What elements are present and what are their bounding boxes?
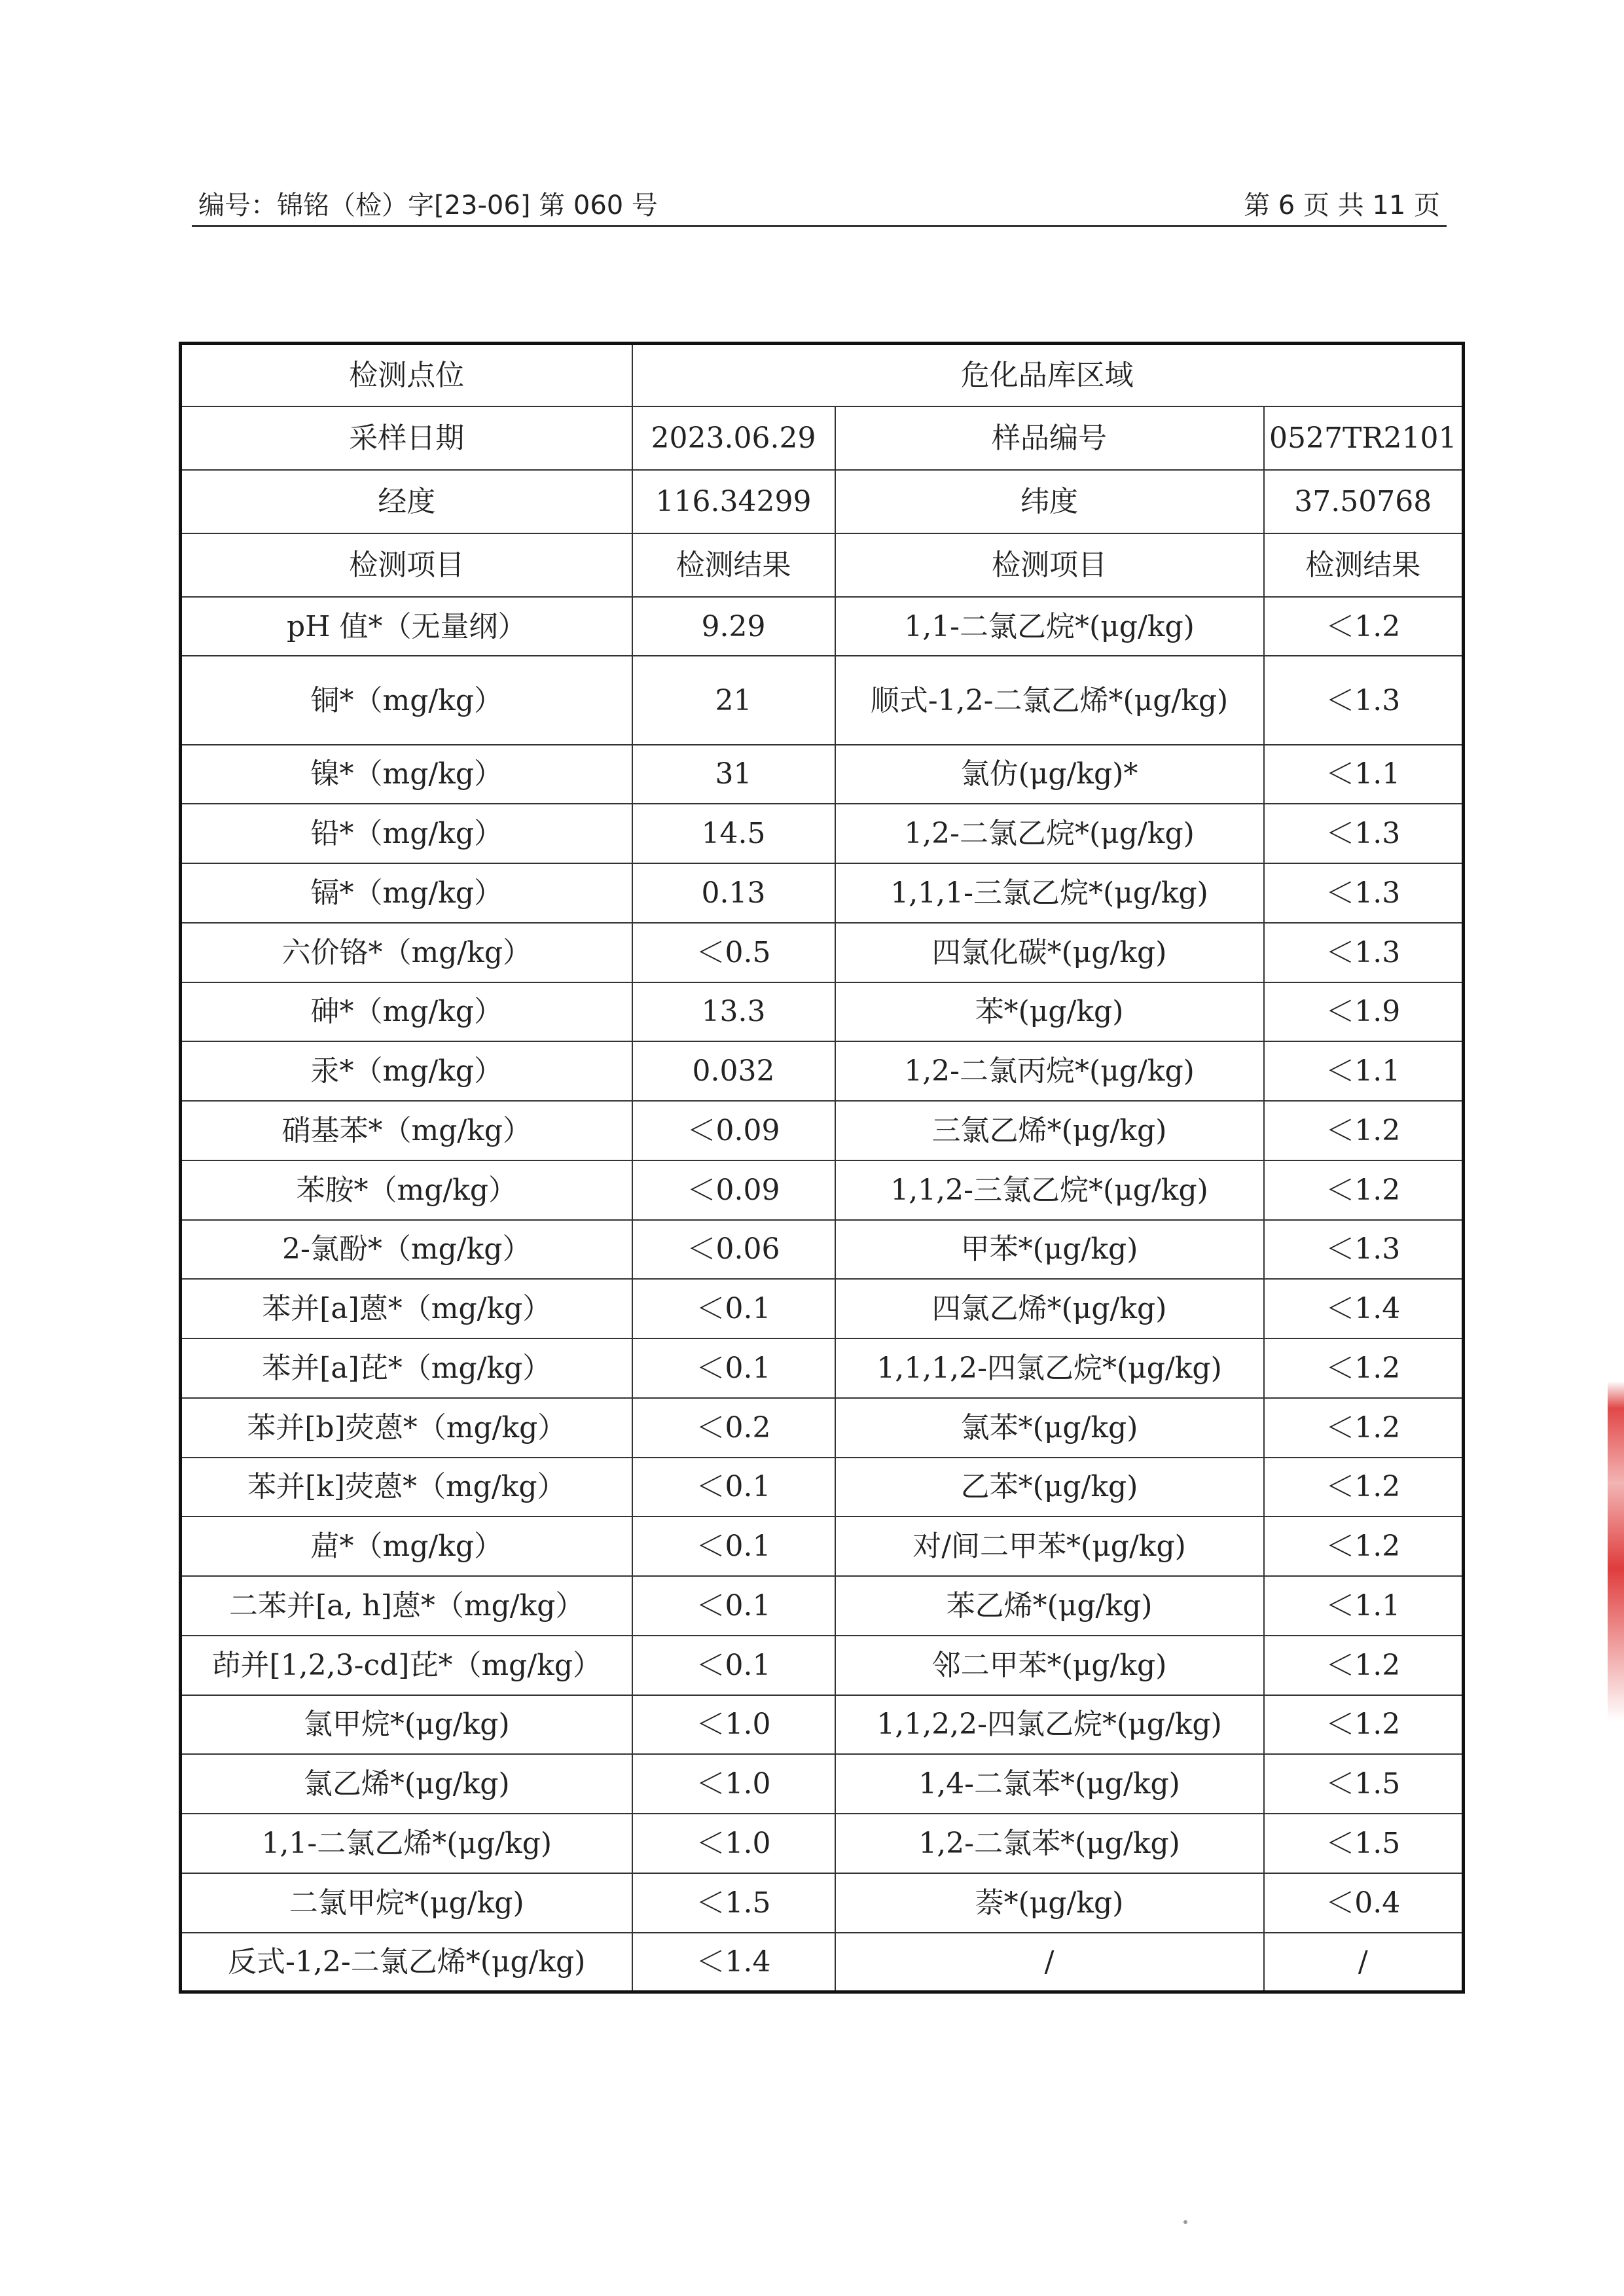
table-row — [181, 656, 1464, 744]
table-row — [181, 923, 1464, 982]
test-item-cell: 反式-1,2-二氯乙烯*(μg/kg) — [181, 1933, 632, 1992]
test-result-cell: ＜1.0 — [632, 1754, 835, 1814]
test-result-cell: ＜0.1 — [632, 1458, 835, 1517]
sample-row — [181, 406, 1464, 470]
test-result-cell: ＜1.3 — [1264, 863, 1464, 923]
test-item-cell: 萘*(μg/kg) — [835, 1873, 1264, 1933]
test-result-cell: ＜1.1 — [1264, 745, 1464, 804]
test-result-cell: ＜0.1 — [632, 1338, 835, 1398]
test-item-cell: 苯并[k]荧蒽*（mg/kg） — [181, 1458, 632, 1517]
test-item-cell: 氯甲烷*(μg/kg) — [181, 1695, 632, 1755]
test-result-cell: 0.032 — [632, 1041, 835, 1101]
header-rule — [192, 225, 1447, 227]
test-item-cell: 1,4-二氯苯*(μg/kg) — [835, 1754, 1264, 1814]
test-item-cell: 四氯化碳*(μg/kg) — [835, 923, 1264, 982]
test-result-cell: ＜1.2 — [1264, 1516, 1464, 1576]
table-row — [181, 1279, 1464, 1338]
test-item-cell: 1,1,2,2-四氯乙烷*(μg/kg) — [835, 1695, 1264, 1755]
test-item-cell: pH 值*（无量纲） — [181, 597, 632, 656]
column-header-item-b: 检测项目 — [835, 533, 1264, 597]
test-result-cell: ＜1.4 — [632, 1933, 835, 1992]
test-item-cell: 2-氯酚*（mg/kg） — [181, 1220, 632, 1280]
test-result-cell: 14.5 — [632, 804, 835, 863]
table-row — [181, 1576, 1464, 1636]
test-result-cell: 31 — [632, 745, 835, 804]
column-header-result-a: 检测结果 — [632, 533, 835, 597]
test-item-cell: 氯乙烯*(μg/kg) — [181, 1754, 632, 1814]
stamp-seal-edge — [1608, 1381, 1624, 1721]
test-item-cell: 铅*（mg/kg） — [181, 804, 632, 863]
location-value: 危化品库区域 — [632, 344, 1464, 407]
test-result-cell: ＜0.5 — [632, 923, 835, 982]
table-row — [181, 1814, 1464, 1873]
test-item-cell: 苯胺*（mg/kg） — [181, 1160, 632, 1220]
longitude-value: 116.34299 — [632, 470, 835, 533]
test-result-cell: ＜1.5 — [1264, 1754, 1464, 1814]
test-item-cell: / — [835, 1933, 1264, 1992]
test-result-cell: ＜1.3 — [1264, 656, 1464, 744]
test-result-cell: 9.29 — [632, 597, 835, 656]
results-table — [179, 342, 1465, 1994]
scan-speck — [1183, 2220, 1187, 2224]
test-result-cell: ＜0.1 — [632, 1516, 835, 1576]
sample-date-value: 2023.06.29 — [632, 406, 835, 470]
test-item-cell: 对/间二甲苯*(μg/kg) — [835, 1516, 1264, 1576]
test-item-cell: 镍*（mg/kg） — [181, 745, 632, 804]
test-item-cell: 乙苯*(μg/kg) — [835, 1458, 1264, 1517]
test-item-cell: 二氯甲烷*(μg/kg) — [181, 1873, 632, 1933]
test-item-cell: 镉*（mg/kg） — [181, 863, 632, 923]
test-result-cell: ＜1.1 — [1264, 1576, 1464, 1636]
document-number: 编号：锦铭（检）字[23-06] 第 060 号 — [198, 190, 658, 221]
test-result-cell: ＜0.2 — [632, 1398, 835, 1458]
test-item-cell: 1,2-二氯苯*(μg/kg) — [835, 1814, 1264, 1873]
test-result-cell: ＜1.0 — [632, 1695, 835, 1755]
table-row — [181, 1398, 1464, 1458]
table-row — [181, 863, 1464, 923]
test-item-cell: 1,1-二氯乙烷*(μg/kg) — [835, 597, 1264, 656]
table-row — [181, 982, 1464, 1042]
test-result-cell: ＜0.09 — [632, 1101, 835, 1160]
test-item-cell: 砷*（mg/kg） — [181, 982, 632, 1042]
column-header-row — [181, 533, 1464, 597]
test-item-cell: 1,1,1-三氯乙烷*(μg/kg) — [835, 863, 1264, 923]
table-row — [181, 1516, 1464, 1576]
sample-id-value: 0527TR2101 — [1264, 406, 1464, 470]
test-result-cell: ＜1.3 — [1264, 804, 1464, 863]
test-item-cell: 苯乙烯*(μg/kg) — [835, 1576, 1264, 1636]
test-item-cell: 1,1,1,2-四氯乙烷*(μg/kg) — [835, 1338, 1264, 1398]
test-result-cell: ＜1.0 — [632, 1814, 835, 1873]
test-item-cell: 四氯乙烯*(μg/kg) — [835, 1279, 1264, 1338]
table-row — [181, 1695, 1464, 1755]
test-result-cell: ＜0.1 — [632, 1279, 835, 1338]
test-item-cell: 苯*(μg/kg) — [835, 982, 1264, 1042]
test-result-cell: ＜1.3 — [1264, 923, 1464, 982]
table-row — [181, 1458, 1464, 1517]
test-result-cell: ＜1.2 — [1264, 1458, 1464, 1517]
test-item-cell: 䓛*（mg/kg） — [181, 1516, 632, 1576]
page-number: 第 6 页 共 11 页 — [1244, 190, 1440, 221]
column-header-result-b: 检测结果 — [1264, 533, 1464, 597]
test-item-cell: 顺式-1,2-二氯乙烯*(μg/kg) — [835, 656, 1264, 744]
test-item-cell: 铜*（mg/kg） — [181, 656, 632, 744]
test-result-cell: ＜1.2 — [1264, 1695, 1464, 1755]
test-item-cell: 茚并[1,2,3-cd]芘*（mg/kg） — [181, 1636, 632, 1695]
test-item-cell: 氯苯*(μg/kg) — [835, 1398, 1264, 1458]
test-item-cell: 六价铬*（mg/kg） — [181, 923, 632, 982]
latitude-label: 纬度 — [835, 470, 1264, 533]
test-item-cell: 1,2-二氯丙烷*(μg/kg) — [835, 1041, 1264, 1101]
test-item-cell: 苯并[b]荧蒽*（mg/kg） — [181, 1398, 632, 1458]
table-row — [181, 1933, 1464, 1992]
table-row — [181, 1101, 1464, 1160]
test-item-cell: 甲苯*(μg/kg) — [835, 1220, 1264, 1280]
test-result-cell: ＜1.2 — [1264, 1160, 1464, 1220]
location-label: 检测点位 — [181, 344, 632, 407]
location-row — [181, 344, 1464, 407]
test-item-cell: 1,1,2-三氯乙烷*(μg/kg) — [835, 1160, 1264, 1220]
column-header-item-a: 检测项目 — [181, 533, 632, 597]
table-row — [181, 1160, 1464, 1220]
test-result-cell: ＜1.2 — [1264, 1398, 1464, 1458]
test-result-cell: ＜1.5 — [1264, 1814, 1464, 1873]
table-row — [181, 1873, 1464, 1933]
table-row — [181, 1754, 1464, 1814]
test-result-cell: ＜1.2 — [1264, 597, 1464, 656]
test-item-cell: 二苯并[a, h]蒽*（mg/kg） — [181, 1576, 632, 1636]
table-row — [181, 1220, 1464, 1280]
test-item-cell: 苯并[a]蒽*（mg/kg） — [181, 1279, 632, 1338]
test-result-cell: ＜1.4 — [1264, 1279, 1464, 1338]
test-result-cell: / — [1264, 1933, 1464, 1992]
test-item-cell: 硝基苯*（mg/kg） — [181, 1101, 632, 1160]
longitude-label: 经度 — [181, 470, 632, 533]
test-result-cell: ＜1.1 — [1264, 1041, 1464, 1101]
test-result-cell: ＜0.06 — [632, 1220, 835, 1280]
test-result-cell: ＜1.2 — [1264, 1636, 1464, 1695]
table-row — [181, 804, 1464, 863]
sample-date-label: 采样日期 — [181, 406, 632, 470]
test-result-cell: ＜0.4 — [1264, 1873, 1464, 1933]
page-header — [192, 185, 1447, 224]
test-result-cell: ＜1.5 — [632, 1873, 835, 1933]
coordinates-row — [181, 470, 1464, 533]
test-item-cell: 三氯乙烯*(μg/kg) — [835, 1101, 1264, 1160]
test-item-cell: 邻二甲苯*(μg/kg) — [835, 1636, 1264, 1695]
test-result-cell: ＜0.09 — [632, 1160, 835, 1220]
test-result-cell: 21 — [632, 656, 835, 744]
test-result-cell: ＜1.9 — [1264, 982, 1464, 1042]
test-result-cell: ＜0.1 — [632, 1576, 835, 1636]
latitude-value: 37.50768 — [1264, 470, 1464, 533]
test-result-cell: ＜1.2 — [1264, 1338, 1464, 1398]
test-item-cell: 汞*（mg/kg） — [181, 1041, 632, 1101]
table-row — [181, 1338, 1464, 1398]
table-row — [181, 1041, 1464, 1101]
test-result-cell: 13.3 — [632, 982, 835, 1042]
sample-id-label: 样品编号 — [835, 406, 1264, 470]
test-item-cell: 1,1-二氯乙烯*(μg/kg) — [181, 1814, 632, 1873]
table-row — [181, 1636, 1464, 1695]
table-row — [181, 597, 1464, 656]
test-result-cell: ＜0.1 — [632, 1636, 835, 1695]
test-item-cell: 氯仿(μg/kg)* — [835, 745, 1264, 804]
test-result-cell: ＜1.3 — [1264, 1220, 1464, 1280]
test-result-cell: 0.13 — [632, 863, 835, 923]
table-row — [181, 745, 1464, 804]
test-result-cell: ＜1.2 — [1264, 1101, 1464, 1160]
test-item-cell: 苯并[a]芘*（mg/kg） — [181, 1338, 632, 1398]
test-item-cell: 1,2-二氯乙烷*(μg/kg) — [835, 804, 1264, 863]
